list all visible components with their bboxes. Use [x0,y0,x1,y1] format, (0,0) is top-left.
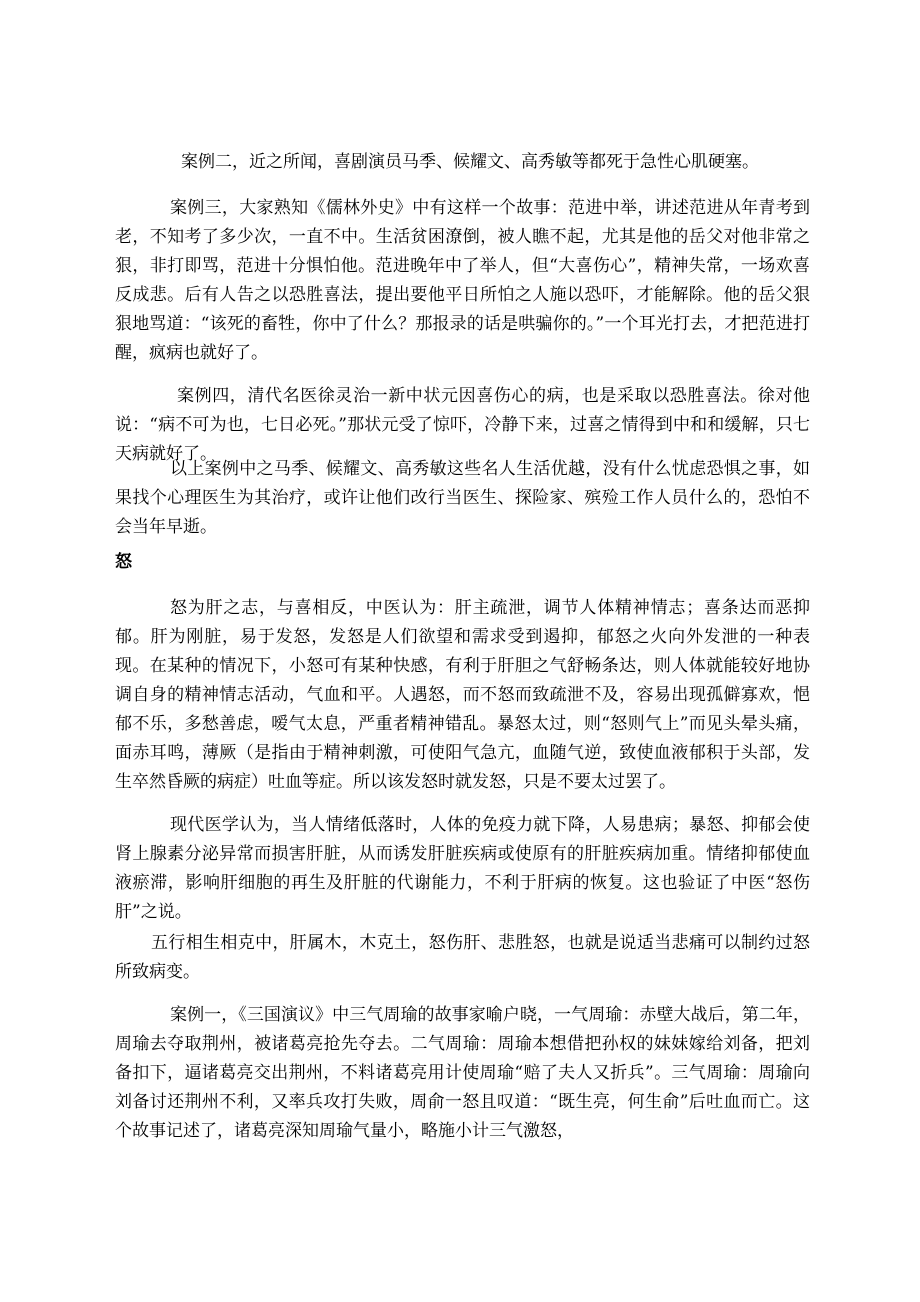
section-heading-anger: 怒 [115,552,132,572]
paragraph-modern-medicine: 现代医学认为，当人情绪低落时，人体的免疫力就下降，人易患病；暴怒、抑郁会使肾上腺素分泌异常而损害肝脏，从而诱发肝脏疾病或使原有的肝脏疾病加重。情绪抑郁使血液瘀滞，影响肝细胞的再生及肝脏的代谢能力，不利于肝病的恢复。这也验证了中医“怒伤肝”之说。 [115,815,810,922]
paragraph-case-two: 案例二，近之所闻，喜剧演员马季、候耀文、高秀敏等都死于急性心肌硬塞。 [181,152,759,172]
paragraph-case-three: 案例三，大家熟知《儒林外史》中有这样一个故事：范进中举，讲述范进从年青考到老，不知考了多少次，一直不中。生活贫困潦倒，被人瞧不起，尤其是他的岳父对他非常之狠，非打即骂，范进十分惧怕他。范进晚年中了举人，但“大喜伤心”，精神失常，一场欢喜反成悲。后有人告之以恐胜喜法，提出要他平日所怕之人施以恐吓，才能解除。他的岳父狠狠地骂道：“该死的畜牲，你中了什么？那报录的话是哄骗你的。”一个耳光打去，才把范进打醒，疯病也就好了。 [115,198,810,363]
paragraph-case-four: 案例四，清代名医徐灵治一新中状元因喜伤心的病，也是采取以恐胜喜法。徐对他说：“病不可为也，七日必死。”那状元受了惊吓，冷静下来，过喜之情得到中和和缓解，只七天病就好了。 [115,386,810,464]
paragraph-five-elements: 五行相生相克中，肝属木，木克土，怒伤肝、悲胜怒，也就是说适当悲痛可以制约过怒所致病变。 [115,933,810,982]
paragraph-anger-intro: 怒为肝之志，与喜相反，中医认为：肝主疏泄，调节人体精神情志；喜条达而恶抑郁。肝为刚脏，易于发怒，发怒是人们欲望和需求受到遏抑，郁怒之火向外发泄的一种表现。在某种的情况下，小怒可有某种快感，有利于肝胆之气舒畅条达，则人体就能较好地协调自身的精神情志活动，气血和平。人遇怒，而不怒而致疏泄不及，容易出现孤僻寡欢，悒郁不乐，多愁善虑，嗳气太息，严重者精神错乱。暴怒太过，则“怒则气上”而见头晕头痛，面赤耳鸣，薄厥（是指由于精神刺激，可使阳气急亢，血随气逆，致使血液郁积于头部，发生卒然昏厥的病症）吐血等症。所以该发怒时就发怒，只是不要太过罢了。 [115,598,810,792]
paragraph-summary: 以上案例中之马季、候耀文、高秀敏这些名人生活优越，没有什么忧虑恐惧之事，如果找个心理医生为其治疗，或许让他们改行当医生、探险家、殡殓工作人员什么的，恐怕不会当年早逝。 [115,459,810,537]
paragraph-case-one: 案例一，《三国演议》中三气周瑜的故事家喻户晓，一气周瑜：赤壁大战后，第二年，周瑜去夺取荆州，被诸葛亮抢先夺去。二气周瑜：周瑜本想借把孙权的妹妹嫁给刘备，把刘备扣下，逼诸葛亮交出荆州，不料诸葛亮用计使周瑜“赔了夫人又折兵”。三气周瑜：周瑜向刘备讨还荆州不利，又率兵攻打失败，周俞一怒且叹道：“既生亮，何生俞”后吐血而亡。这个故事记述了，诸葛亮深知周瑜气量小，略施小计三气激怒， [115,1005,810,1141]
